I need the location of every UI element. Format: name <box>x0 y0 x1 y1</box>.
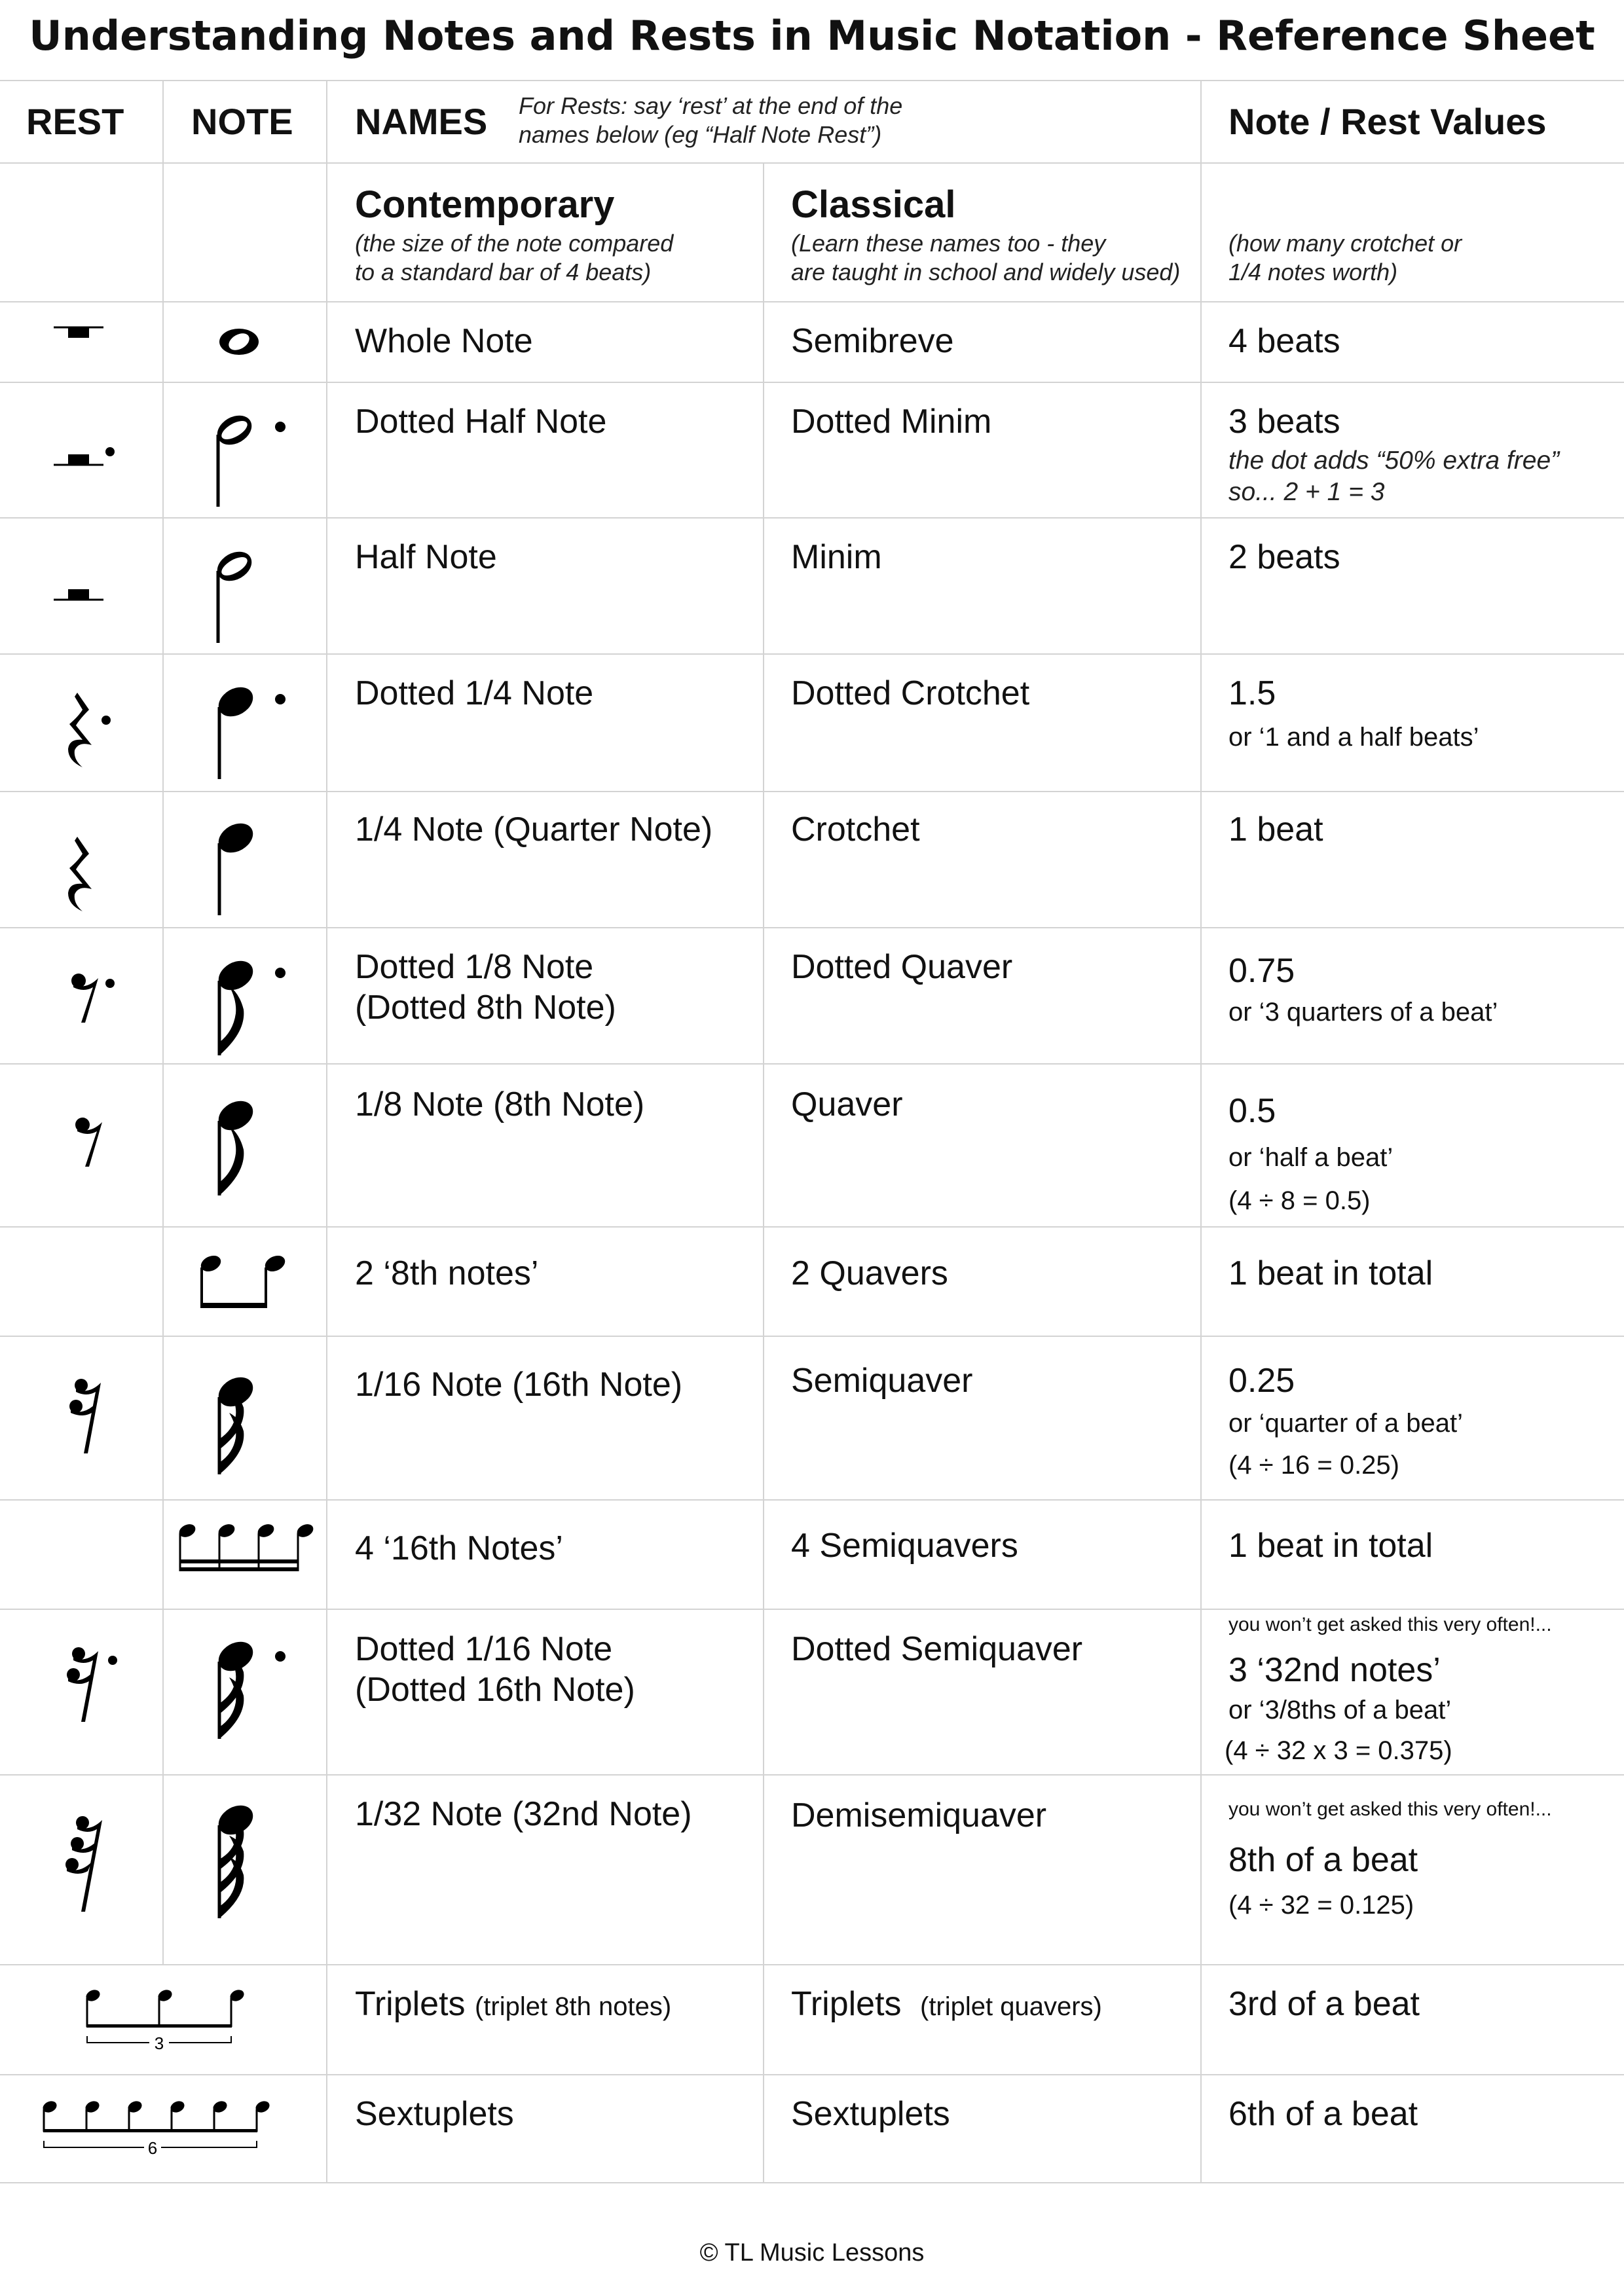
row-value: 1 beat in total <box>1228 1527 1433 1565</box>
row-contemporary-small: (triplet 8th notes) <box>475 1992 672 2021</box>
row-classical-main: Triplets <box>791 1985 902 2023</box>
row-contemporary: 4 ‘16th Notes’ <box>355 1529 563 1567</box>
row-contemporary <box>355 1984 671 2024</box>
row-classical: Dotted Crotchet <box>791 674 1030 712</box>
row-detail: (4 ÷ 32 x 3 = 0.375) <box>1225 1736 1452 1765</box>
row-contemporary-line: (Dotted 8th Note) <box>355 989 616 1027</box>
dotted-sixteenth-note-icon <box>210 1630 301 1748</box>
subheader-note-line: (the size of the note compared <box>355 230 674 257</box>
row-contemporary: Sextuplets <box>355 2095 514 2133</box>
row-classical: Crotchet <box>791 811 920 848</box>
sextuplet-notes-icon <box>35 2095 297 2167</box>
table-rule <box>0 2182 1624 2183</box>
subheader-note-line: are taught in school and widely used) <box>791 258 1181 285</box>
page-title: Understanding Notes and Rests in Music Notation - Reference Sheet <box>29 12 1595 60</box>
half-note-icon <box>210 537 275 648</box>
row-contemporary <box>355 1629 635 1711</box>
thirtysecond-note-icon <box>210 1794 282 1925</box>
row-classical: 2 Quavers <box>791 1254 948 1292</box>
subheader-classical-note <box>791 229 1180 287</box>
row-detail-line: the dot adds “50% extra free” <box>1228 446 1560 475</box>
row-contemporary: 1/4 Note (Quarter Note) <box>355 811 713 848</box>
thirtysecond-rest-icon <box>63 1813 115 1918</box>
row-classical-small: (triplet quavers) <box>920 1992 1102 2021</box>
table-rule <box>0 382 1624 383</box>
row-detail: or ‘1 and a half beats’ <box>1228 723 1479 752</box>
table-rule <box>0 653 1624 655</box>
copyright-footer: © TL Music Lessons <box>699 2239 925 2267</box>
whole-note-icon <box>210 318 268 364</box>
row-contemporary-line: Dotted 1/16 Note <box>355 1630 613 1668</box>
row-detail: (4 ÷ 32 = 0.125) <box>1228 1891 1414 1920</box>
row-aside: you won’t get asked this very often!... <box>1228 1798 1552 1820</box>
table-rule <box>0 162 1624 164</box>
dotted-half-note-icon <box>210 401 301 512</box>
row-classical: Dotted Quaver <box>791 948 1013 986</box>
quarter-rest-icon <box>63 831 109 917</box>
row-contemporary: 1/32 Note (32nd Note) <box>355 1795 692 1833</box>
table-rule <box>0 80 1624 81</box>
table-rule <box>0 1226 1624 1228</box>
row-detail: (4 ÷ 8 = 0.5) <box>1228 1186 1371 1215</box>
table-rule <box>0 1774 1624 1776</box>
row-classical: Minim <box>791 538 882 576</box>
row-contemporary: Dotted 1/4 Note <box>355 674 594 712</box>
row-value: 8th of a beat <box>1228 1841 1418 1879</box>
subheader-note-line: (Learn these names too - they <box>791 230 1106 257</box>
column-rule <box>1200 80 1202 2182</box>
row-contemporary-line: (Dotted 16th Note) <box>355 1671 635 1709</box>
table-rule <box>0 1964 1624 1965</box>
row-classical: Quaver <box>791 1085 903 1123</box>
tuplet-number: 6 <box>147 2138 158 2158</box>
row-classical: Semibreve <box>791 322 954 360</box>
row-aside: you won’t get asked this very often!... <box>1228 1614 1552 1635</box>
row-value: 0.75 <box>1228 952 1295 990</box>
row-value: 0.5 <box>1228 1092 1276 1130</box>
row-contemporary: 1/16 Note (16th Note) <box>355 1366 683 1404</box>
quarter-note-icon <box>210 809 275 920</box>
header-note: NOTE <box>191 101 293 142</box>
half-rest-icon <box>39 576 118 609</box>
row-value: 1 beat <box>1228 811 1323 848</box>
row-detail: or ‘quarter of a beat’ <box>1228 1409 1463 1438</box>
table-rule <box>0 1499 1624 1501</box>
whole-rest-icon <box>39 314 118 354</box>
row-classical: Sextuplets <box>791 2095 950 2133</box>
table-rule <box>0 1609 1624 1610</box>
tuplet-number: 3 <box>154 2033 164 2053</box>
beamed-eighth-notes-icon <box>194 1249 299 1315</box>
row-contemporary-line: Dotted 1/8 Note <box>355 948 594 986</box>
dotted-quarter-note-icon <box>210 673 301 784</box>
row-value: 4 beats <box>1228 322 1340 360</box>
row-value: 3rd of a beat <box>1228 1985 1420 2023</box>
row-detail: or ‘half a beat’ <box>1228 1143 1393 1172</box>
table-rule <box>0 1336 1624 1337</box>
table-rule <box>0 791 1624 792</box>
column-rule <box>763 162 764 2182</box>
header-names: NAMES <box>355 101 488 142</box>
row-detail: or ‘3 quarters of a beat’ <box>1228 998 1498 1027</box>
subheader-note-line: to a standard bar of 4 beats) <box>355 258 652 285</box>
row-value: 1.5 <box>1228 674 1276 712</box>
row-value: 0.25 <box>1228 1362 1295 1400</box>
eighth-note-icon <box>210 1087 275 1205</box>
row-contemporary: Half Note <box>355 538 497 576</box>
eighth-rest-icon <box>71 1113 110 1178</box>
header-names-note <box>519 92 902 149</box>
dotted-half-rest-icon <box>39 432 131 484</box>
row-value: 6th of a beat <box>1228 2095 1418 2133</box>
header-rest: REST <box>26 101 124 142</box>
row-value: 1 beat in total <box>1228 1254 1433 1292</box>
row-value: 2 beats <box>1228 538 1340 576</box>
row-value: 3 beats <box>1228 403 1340 441</box>
row-classical: Dotted Semiquaver <box>791 1630 1083 1668</box>
dotted-eighth-rest-icon <box>67 969 126 1034</box>
table-rule <box>0 927 1624 928</box>
subheader-classical: Classical <box>791 183 956 226</box>
column-rule <box>326 80 327 2182</box>
subheader-note-line: 1/4 notes worth) <box>1228 258 1398 285</box>
subheader-contemporary: Contemporary <box>355 183 615 226</box>
row-contemporary <box>355 947 616 1029</box>
triplet-notes-icon <box>79 1984 249 2062</box>
table-rule <box>0 301 1624 302</box>
dotted-quarter-rest-icon <box>63 687 122 773</box>
subheader-contemporary-note <box>355 229 673 287</box>
row-detail: (4 ÷ 16 = 0.25) <box>1228 1451 1399 1480</box>
row-classical <box>791 1984 1102 2024</box>
dotted-sixteenth-rest-icon <box>63 1643 128 1728</box>
subheader-note-line: (how many crotchet or <box>1228 230 1462 257</box>
row-contemporary: 2 ‘8th notes’ <box>355 1254 539 1292</box>
header-names-note-line: For Rests: say ‘rest’ at the end of the <box>519 92 903 119</box>
row-classical: Dotted Minim <box>791 403 992 441</box>
column-rule <box>162 80 164 1964</box>
row-detail-line: so... 2 + 1 = 3 <box>1228 477 1385 506</box>
row-contemporary: 1/8 Note (8th Note) <box>355 1085 645 1123</box>
row-contemporary-main: Triplets <box>355 1985 466 2023</box>
sixteenth-note-icon <box>210 1366 275 1484</box>
header-values: Note / Rest Values <box>1228 101 1547 142</box>
dotted-eighth-note-icon <box>210 947 301 1065</box>
header-names-note-line: names below (eg “Half Note Rest”) <box>519 120 882 148</box>
row-detail: or ‘3/8ths of a beat’ <box>1228 1696 1452 1724</box>
row-contemporary: Dotted Half Note <box>355 403 607 441</box>
row-classical: Semiquaver <box>791 1362 973 1400</box>
row-classical: Demisemiquaver <box>791 1796 1047 1834</box>
row-detail <box>1228 445 1559 507</box>
table-rule <box>0 517 1624 519</box>
subheader-values-note <box>1228 229 1462 287</box>
row-contemporary: Whole Note <box>355 322 533 360</box>
sixteenth-rest-icon <box>65 1375 111 1460</box>
row-classical: 4 Semiquavers <box>791 1527 1018 1565</box>
table-rule <box>0 2074 1624 2075</box>
beamed-sixteenth-notes-icon <box>173 1519 323 1578</box>
row-value: 3 ‘32nd notes’ <box>1228 1651 1441 1689</box>
